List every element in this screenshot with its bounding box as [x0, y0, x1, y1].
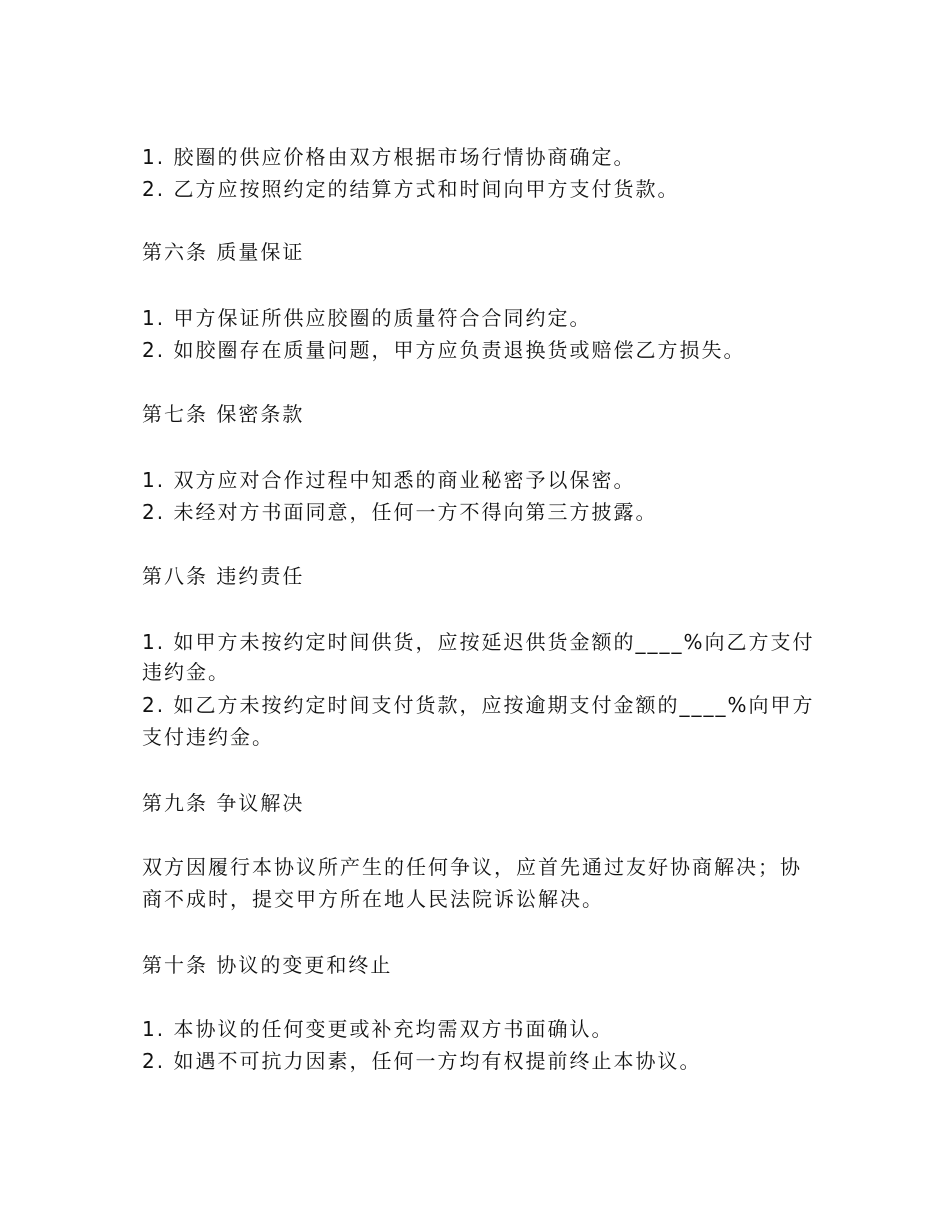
dispute-paragraph-line-2: 商不成时，提交甲方所在地人民法院诉讼解决。	[142, 887, 604, 911]
termination-clause-1: 1. 本协议的任何变更或补充均需双方书面确认。	[142, 1017, 614, 1041]
article-9-heading: 第九条 争议解决	[142, 791, 305, 815]
quality-clause-1: 1. 甲方保证所供应胶圈的质量符合合同约定。	[142, 306, 592, 330]
quality-clause-2: 2. 如胶圈存在质量问题，甲方应负责退换货或赔偿乙方损失。	[142, 338, 746, 362]
pricing-clause-1: 1. 胶圈的供应价格由双方根据市场行情协商确定。	[142, 145, 636, 169]
dispute-paragraph-line-1: 双方因履行本协议所产生的任何争议，应首先通过友好协商解决；协	[142, 855, 802, 879]
breach-clause-1-line-1: 1. 如甲方未按约定时间供货，应按延迟供货金额的____%向乙方支付	[142, 630, 815, 654]
confidentiality-clause-1: 1. 双方应对合作过程中知悉的商业秘密予以保密。	[142, 468, 636, 492]
pricing-clause-2: 2. 乙方应按照约定的结算方式和时间向甲方支付货款。	[142, 177, 680, 201]
article-10-heading: 第十条 协议的变更和终止	[142, 953, 393, 977]
article-6-heading: 第六条 质量保证	[142, 240, 305, 264]
confidentiality-clause-2: 2. 未经对方书面同意，任何一方不得向第三方披露。	[142, 500, 658, 524]
article-8-heading: 第八条 违约责任	[142, 564, 305, 588]
termination-clause-2: 2. 如遇不可抗力因素，任何一方均有权提前终止本协议。	[142, 1049, 702, 1073]
article-7-heading: 第七条 保密条款	[142, 402, 305, 426]
breach-clause-1-line-2: 违约金。	[142, 660, 230, 684]
breach-clause-2-line-2: 支付违约金。	[142, 725, 274, 749]
breach-clause-2-line-1: 2. 如乙方未按约定时间支付货款，应按逾期支付金额的____%向甲方	[142, 693, 815, 717]
